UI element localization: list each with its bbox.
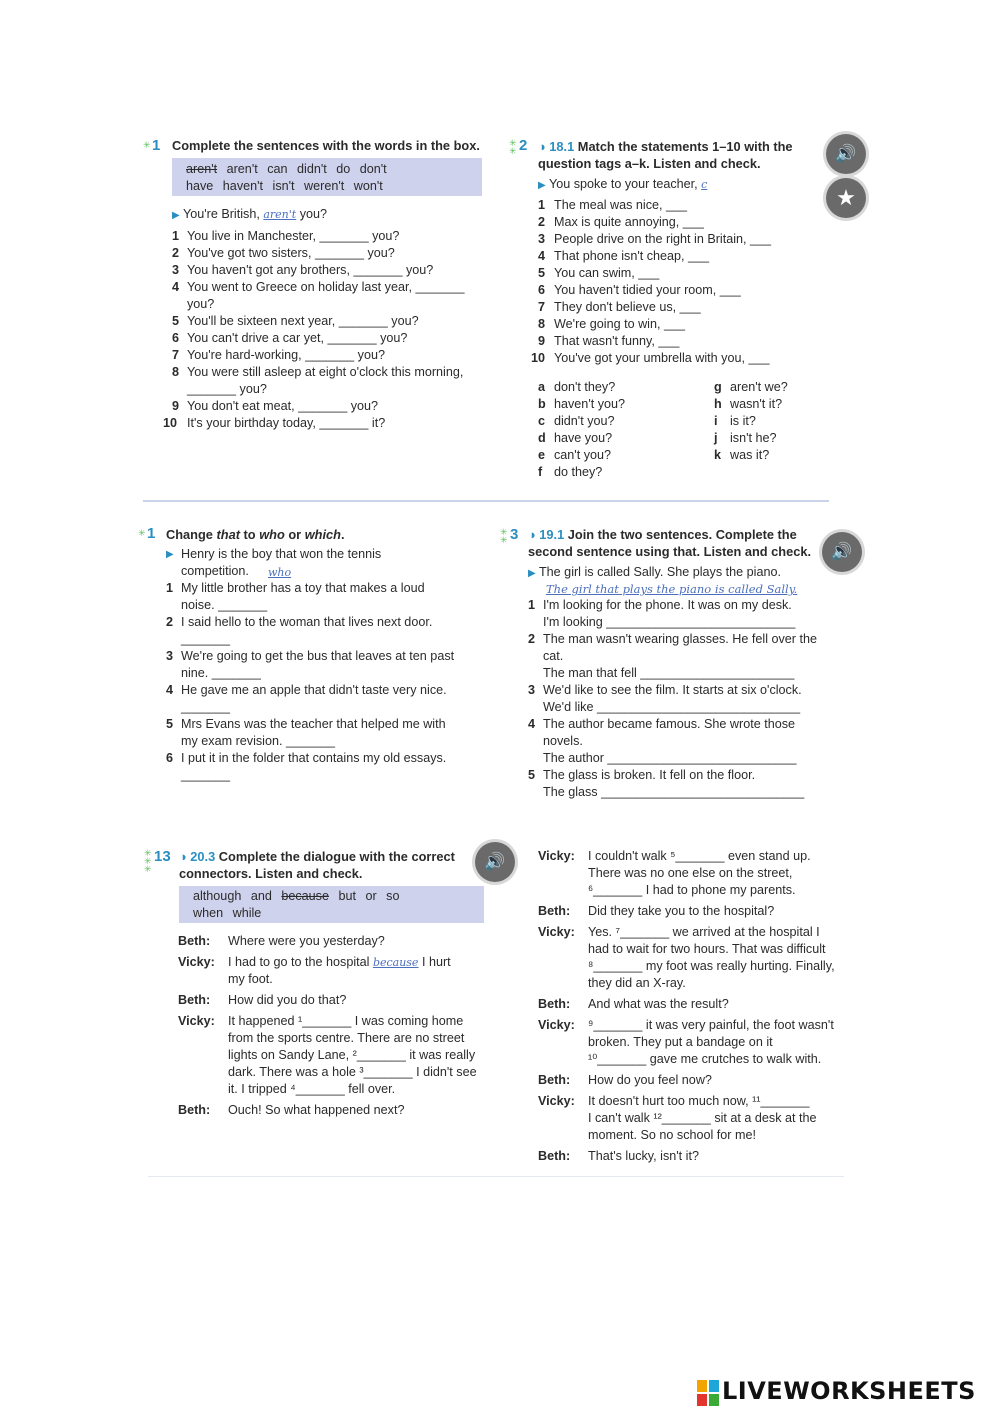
- dialogue-line: That's lucky, isn't it?: [588, 1149, 699, 1163]
- item-text: I said hello to the woman that lives next door.: [181, 615, 433, 629]
- exercise-number: 13: [154, 848, 171, 865]
- tag-text: is it?: [730, 414, 756, 428]
- word-box-row: have haven't isn't weren't won't: [186, 179, 383, 193]
- item-number: 8: [538, 317, 546, 331]
- item-text: _______: [181, 768, 231, 782]
- speaker-label: Vicky:: [178, 955, 215, 969]
- tag-letter: c: [538, 414, 546, 428]
- dialogue-line: from the sports centre. There are no street: [228, 1031, 465, 1045]
- item-number: 6: [538, 283, 546, 297]
- dialogue-line: How did you do that?: [228, 993, 347, 1007]
- speaker-label: Beth:: [178, 934, 211, 948]
- item-number: 2: [528, 632, 536, 646]
- item-number: 5: [172, 314, 180, 328]
- tag-text: don't they?: [554, 380, 616, 394]
- item-text: You don't eat meat, _______ you?: [187, 399, 379, 413]
- answer-field[interactable]: who: [268, 566, 292, 579]
- item-text: Henry is the boy that won the tennis: [181, 547, 382, 561]
- liveworksheets-logo-icon: [697, 1380, 719, 1406]
- example-sentence: ▶ You spoke to your teacher, c: [538, 177, 708, 191]
- item-text: my exam revision. _______: [181, 734, 336, 748]
- item-number: 6: [166, 751, 174, 765]
- item-text: The author ___________________________: [543, 751, 797, 765]
- item-text: competition.: [181, 564, 249, 578]
- item-text: You'll be sixteen next year, _______ you?: [187, 314, 419, 328]
- item-number: 5: [528, 768, 536, 782]
- dialogue-line: ¹⁰_______ gave me crutches to walk with.: [588, 1052, 822, 1066]
- section-divider: [143, 500, 829, 502]
- dialogue-line: I couldn't walk ⁵_______ even stand up.: [588, 849, 811, 863]
- item-text: Max is quite annoying, ___: [554, 215, 704, 229]
- exercise-number: 1: [152, 137, 161, 154]
- item-text: That phone isn't cheap, ___: [554, 249, 710, 263]
- dialogue-line: they did an X-ray.: [588, 976, 686, 990]
- tag-text: can't you?: [554, 448, 612, 462]
- difficulty-stars: ✳ ✳: [509, 138, 517, 156]
- tag-letter: e: [538, 448, 546, 462]
- exercise-instruction: Complete the sentences with the words in the box.: [172, 138, 480, 153]
- play-triangle-icon: ▶: [528, 568, 536, 579]
- exercise-number: 1: [147, 525, 156, 542]
- speaker-label: Vicky:: [538, 1094, 575, 1108]
- answer-field[interactable]: c: [701, 178, 708, 191]
- dialogue-line: Where were you yesterday?: [228, 934, 385, 948]
- exercise-instruction: ◑ 19.1 Join the two sentences. Complete the: [528, 527, 797, 542]
- tag-text: was it?: [730, 448, 770, 462]
- track-number: 20.3: [190, 849, 216, 864]
- dialogue-line: Did they take you to the hospital?: [588, 904, 775, 918]
- tag-letter: g: [714, 380, 722, 394]
- speaker-icon[interactable]: 🔊: [475, 842, 515, 882]
- item-text: People drive on the right in Britain, ___: [554, 232, 772, 246]
- tag-letter: i: [714, 414, 718, 428]
- dialogue-line: moment. So no school for me!: [588, 1128, 756, 1142]
- item-text: The man that fell ______________________: [543, 666, 795, 680]
- dialogue-line: had to wait for two hours. That was difficult: [588, 942, 826, 956]
- section-divider: [148, 1176, 844, 1177]
- tag-text: aren't we?: [730, 380, 788, 394]
- item-text: _______: [181, 700, 231, 714]
- tag-letter: j: [714, 431, 718, 445]
- tag-letter: b: [538, 397, 546, 411]
- dialogue-line: It happened ¹_______ I was coming home: [228, 1014, 464, 1028]
- difficulty-stars: ✳ ✳ ✳: [144, 848, 152, 874]
- answer-field[interactable]: The girl that plays the piano is called Sally.: [546, 582, 798, 596]
- item-number: 3: [172, 263, 180, 277]
- item-number: 6: [172, 331, 180, 345]
- item-number: 1: [538, 198, 546, 212]
- item-number: 8: [172, 365, 180, 379]
- play-triangle-icon: ▶: [166, 549, 174, 560]
- item-text: We'd like _____________________________: [543, 700, 801, 714]
- item-text: you?: [187, 297, 215, 311]
- tag-letter: d: [538, 431, 546, 445]
- dialogue-line: And what was the result?: [588, 997, 729, 1011]
- item-text: You went to Greece on holiday last year, _______: [187, 280, 465, 294]
- dialogue-line: It doesn't hurt too much now, ¹¹_______: [588, 1094, 810, 1108]
- item-text: You haven't tidied your room, ___: [554, 283, 741, 297]
- tag-letter: k: [714, 448, 722, 462]
- dialogue-line: my foot.: [228, 972, 273, 986]
- item-text: The glass _____________________________: [543, 785, 805, 799]
- speaker-label: Beth:: [178, 993, 211, 1007]
- tag-letter: a: [538, 380, 546, 394]
- item-text: _______ you?: [187, 382, 267, 396]
- speaker-icon[interactable]: 🔊: [826, 134, 866, 174]
- item-number: 3: [528, 683, 536, 697]
- item-number: 4: [538, 249, 546, 263]
- item-text: The glass is broken. It fell on the floor.: [543, 768, 756, 782]
- star-icon[interactable]: ★: [826, 178, 866, 218]
- dialogue-line: Ouch! So what happened next?: [228, 1103, 405, 1117]
- dialogue-line: Yes. ⁷_______ we arrived at the hospital I: [588, 925, 820, 939]
- item-text: He gave me an apple that didn't taste very nice.: [181, 683, 447, 697]
- track-number: 19.1: [539, 527, 565, 542]
- exercise-instruction: Change that to who or which.: [166, 527, 345, 542]
- struck-word: aren't: [186, 162, 218, 176]
- track-play-icon: ◑: [528, 527, 536, 542]
- item-text: nine. _______: [181, 666, 261, 680]
- item-text: I put it in the folder that contains my old essays.: [181, 751, 447, 765]
- item-text: We're going to win, ___: [554, 317, 685, 331]
- item-text: The meal was nice, ___: [554, 198, 688, 212]
- play-triangle-icon: ▶: [172, 210, 180, 221]
- item-text: I'm looking ___________________________: [543, 615, 796, 629]
- word-box-row: although and because but or so: [193, 889, 400, 903]
- example-sentence: ▶ You're British, aren't you?: [172, 207, 327, 221]
- dialogue-line: ⁹_______ it was very painful, the foot wasn't: [588, 1018, 834, 1032]
- exercise-instruction-cont: question tags a–k. Listen and check.: [538, 156, 761, 171]
- item-text: The man wasn't wearing glasses. He fell over the: [543, 632, 818, 646]
- item-text: You've got two sisters, _______ you?: [187, 246, 395, 260]
- exercise-instruction-cont: second sentence using that. Listen and check.: [528, 544, 812, 559]
- item-number: 9: [538, 334, 546, 348]
- dialogue-line: lights on Sandy Lane, ²_______ it was really: [228, 1048, 476, 1062]
- item-text: noise. _______: [181, 598, 268, 612]
- item-number: 5: [166, 717, 174, 731]
- item-number: 4: [172, 280, 180, 294]
- item-number: 9: [172, 399, 180, 413]
- item-text: Mrs Evans was the teacher that helped me with: [181, 717, 446, 731]
- speaker-label: Vicky:: [178, 1014, 215, 1028]
- struck-word: because: [281, 889, 329, 903]
- tag-letter: f: [538, 465, 543, 479]
- dialogue-line: I had to go to the hospital because I hurt: [228, 955, 451, 969]
- exercise-instruction-cont: connectors. Listen and check.: [179, 866, 363, 881]
- tag-text: didn't you?: [554, 414, 615, 428]
- item-number: 2: [166, 615, 174, 629]
- play-triangle-icon: ▶: [538, 180, 546, 191]
- dialogue-line: How do you feel now?: [588, 1073, 712, 1087]
- dialogue-line: I can't walk ¹²_______ sit at a desk at the: [588, 1111, 817, 1125]
- tag-text: have you?: [554, 431, 613, 445]
- speaker-label: Beth:: [538, 997, 571, 1011]
- item-text: You're hard-working, _______ you?: [187, 348, 385, 362]
- word-box-row: when while: [193, 906, 262, 920]
- track-number: 18.1: [549, 139, 575, 154]
- item-text: We're going to get the bus that leaves at ten past: [181, 649, 455, 663]
- answer-field[interactable]: because: [372, 956, 419, 969]
- item-text: It's your birthday today, _______ it?: [187, 416, 386, 430]
- item-text: I'm looking for the phone. It was on my desk.: [543, 598, 792, 612]
- dialogue-line: ⁶_______ I had to phone my parents.: [588, 883, 796, 897]
- item-text: They don't believe us, ___: [554, 300, 701, 314]
- item-number: 1: [528, 598, 536, 612]
- item-number: 4: [166, 683, 174, 697]
- dialogue-line: it. I tripped ⁴_______ fell over.: [228, 1082, 396, 1096]
- item-text: My little brother has a toy that makes a loud: [181, 581, 425, 595]
- item-text: That wasn't funny, ___: [554, 334, 680, 348]
- difficulty-stars: ✳: [143, 140, 151, 150]
- speaker-label: Vicky:: [538, 849, 575, 863]
- word-box-row: [186, 161, 387, 178]
- speaker-label: Beth:: [178, 1103, 211, 1117]
- dialogue-line: dark. There was a hole ³_______ I didn't see: [228, 1065, 477, 1079]
- item-number: 1: [172, 229, 180, 243]
- track-play-icon: ◑: [538, 139, 546, 154]
- exercise-instruction: ◑ 20.3 Complete the dialogue with the correct: [179, 849, 455, 864]
- exercise-number: 3: [510, 526, 519, 543]
- tag-letter: h: [714, 397, 722, 411]
- speaker-label: Vicky:: [538, 1018, 575, 1032]
- item-number: 5: [538, 266, 546, 280]
- item-number: 10: [163, 416, 178, 430]
- track-play-icon: ◑: [179, 849, 187, 864]
- tag-text: haven't you?: [554, 397, 626, 411]
- liveworksheets-logo: LIVEWORKSHEETS: [722, 1377, 976, 1405]
- difficulty-stars: ✳ ✳: [500, 527, 508, 545]
- exercise-instruction: ◑ 18.1 Match the statements 1–10 with the: [538, 139, 793, 154]
- item-text: You were still asleep at eight o'clock this morning,: [187, 365, 464, 379]
- word-box-words: aren't can didn't do don't: [226, 162, 387, 176]
- speaker-icon[interactable]: 🔊: [822, 532, 862, 572]
- tag-text: do they?: [554, 465, 603, 479]
- item-text: You've got your umbrella with you, ___: [554, 351, 770, 365]
- tag-text: wasn't it?: [730, 397, 783, 411]
- exercise-number: 2: [519, 137, 528, 154]
- item-number: 2: [172, 246, 180, 260]
- item-text: The author became famous. She wrote those: [543, 717, 796, 731]
- speaker-label: Beth:: [538, 1073, 571, 1087]
- item-number: 3: [538, 232, 546, 246]
- item-number: 7: [538, 300, 546, 314]
- item-text: You can't drive a car yet, _______ you?: [187, 331, 408, 345]
- item-text: You haven't got any brothers, _______ you?: [187, 263, 434, 277]
- item-number: 10: [531, 351, 546, 365]
- item-number: 3: [166, 649, 174, 663]
- item-text: _______: [181, 632, 231, 646]
- speaker-label: Vicky:: [538, 925, 575, 939]
- item-number: 4: [528, 717, 536, 731]
- dialogue-line: broken. They put a bandage on it: [588, 1035, 773, 1049]
- example-sentence: ▶ The girl is called Sally. She plays the piano.: [528, 565, 781, 579]
- item-number: 1: [166, 581, 174, 595]
- dialogue-line: ⁸_______ my foot was really hurting. Finally,: [588, 959, 835, 973]
- item-number: 2: [538, 215, 546, 229]
- speaker-label: Beth:: [538, 1149, 571, 1163]
- item-number: 7: [172, 348, 180, 362]
- item-text: novels.: [543, 734, 583, 748]
- dialogue-line: There was no one else on the street,: [588, 866, 793, 880]
- answer-field[interactable]: aren't: [263, 208, 297, 221]
- item-text: We'd like to see the film. It starts at six o'clock.: [543, 683, 802, 697]
- difficulty-stars: ✳: [138, 528, 146, 538]
- tag-text: isn't he?: [730, 431, 777, 445]
- item-text: cat.: [543, 649, 564, 663]
- item-text: You live in Manchester, _______ you?: [187, 229, 400, 243]
- speaker-label: Beth:: [538, 904, 571, 918]
- item-text: You can swim, ___: [554, 266, 660, 280]
